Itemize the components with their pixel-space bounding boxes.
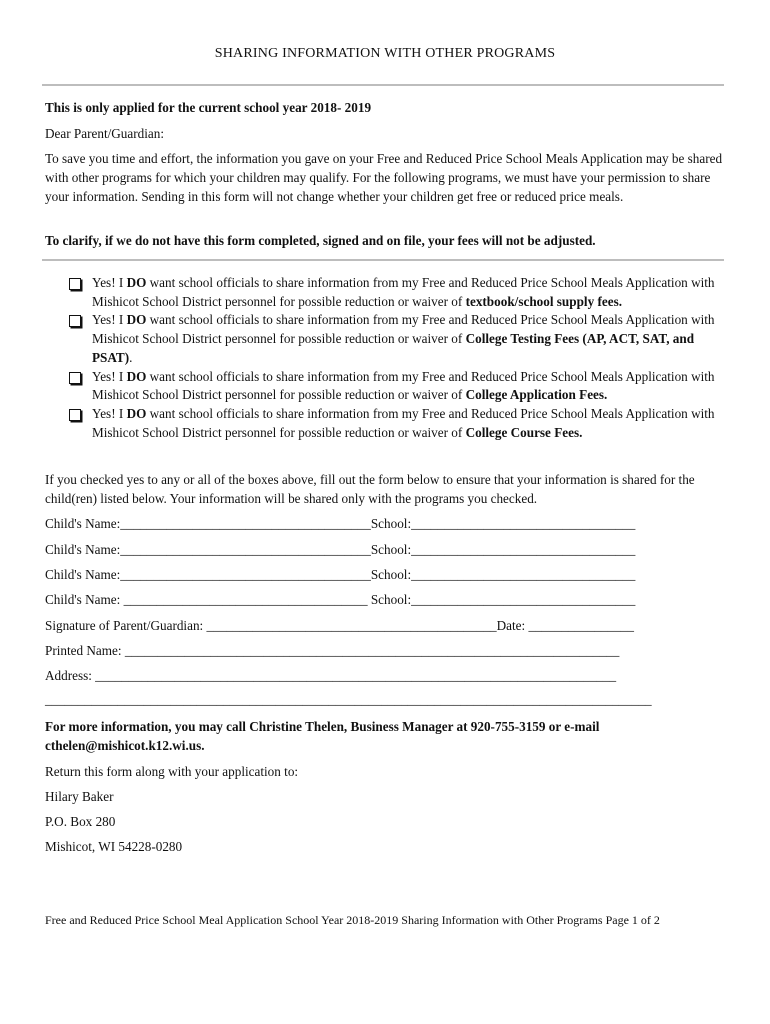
- return-address-city: Mishicot, WI 54228-0280: [45, 839, 183, 854]
- clarify-notice: To clarify, if we do not have this form completed, signed and on file, your fees will not be adjusted.: [45, 233, 596, 248]
- middle-divider: [42, 259, 724, 261]
- consent-checkbox-list: [66, 274, 726, 442]
- consent-option-supply-fees: [66, 274, 726, 311]
- address-field[interactable]: Address: _______________________________________________________________________________: [45, 668, 617, 683]
- return-address-name: Hilary Baker: [45, 789, 114, 804]
- checkbox-testing-fees[interactable]: [69, 315, 81, 327]
- intro-paragraph: To save you time and effort, the information you gave on your Free and Reduced Price School Meals Application may be shared with other programs for which your children may qualify. For the following programs, we must have your permission to share your information. Sending in this form will not change whether your children get free or reduced price meals.: [45, 151, 723, 204]
- consent-option-testing-fees: [66, 311, 726, 367]
- page-footer: Free and Reduced Price School Meal Application School Year 2018-2019 Sharing Information with Other Programs Page 1 of 2: [45, 913, 660, 927]
- school-year-notice: This is only applied for the current school year 2018- 2019: [45, 100, 372, 115]
- consent-text: Yes! I DO want school officials to share information from my Free and Reduced Price School Meals Application with Mishicot School District personnel for possible reduction or waiver of College Application Fees.: [92, 368, 715, 403]
- consent-text: Yes! I DO want school officials to share information from my Free and Reduced Price School Meals Application with Mishicot School District personnel for possible reduction or waiver of textbook/school supply fees.: [92, 275, 715, 309]
- printed-name-field[interactable]: Printed Name: ___________________________________________________________________________: [45, 643, 620, 658]
- consent-text: Yes! I DO want school officials to share information from my Free and Reduced Price School Meals Application with Mishicot School District personnel for possible reduction or waiver of College Course Fees.: [92, 405, 715, 440]
- consent-option-application-fees: [66, 368, 726, 405]
- page-title: SHARING INFORMATION WITH OTHER PROGRAMS: [214, 46, 556, 61]
- top-divider: [42, 84, 724, 86]
- salutation: Dear Parent/Guardian:: [45, 126, 165, 141]
- return-instructions: Return this form along with your application to:: [45, 764, 299, 779]
- instructions-paragraph: If you checked yes to any or all of the boxes above, fill out the form below to ensure that your information is shared for the child(ren) listed below. Your information will be shared only with the programs you checked.: [45, 472, 695, 506]
- return-address-box: P.O. Box 280: [45, 814, 116, 829]
- consent-option-course-fees: [66, 405, 726, 442]
- contact-info: For more information, you may call Christine Thelen, Business Manager at 920-755-3159 or e-mail cthelen@mishicot.k12.wi.us.: [45, 719, 600, 753]
- checkbox-application-fees[interactable]: [69, 372, 81, 384]
- child-name-school-field-1[interactable]: Child's Name:______________________________________School:__________________________________: [45, 516, 636, 531]
- address-field-continued[interactable]: ____________________________________________________________________________________________: [45, 692, 652, 707]
- signature-date-field[interactable]: Signature of Parent/Guardian: ____________________________________________Date: ________________: [45, 618, 634, 633]
- child-name-school-field-3[interactable]: Child's Name:______________________________________School:__________________________________: [45, 567, 636, 582]
- consent-text: Yes! I DO want school officials to share information from my Free and Reduced Price School Meals Application with Mishicot School District personnel for possible reduction or waiver of College Testing Fees (AP, ACT, SAT, and PSAT).: [92, 312, 715, 365]
- checkbox-supply-fees[interactable]: [69, 278, 81, 290]
- checkbox-course-fees[interactable]: [69, 409, 81, 421]
- child-name-school-field-2[interactable]: Child's Name:______________________________________School:__________________________________: [45, 542, 636, 557]
- child-name-school-field-4[interactable]: Child's Name: _____________________________________ School:__________________________________: [45, 592, 636, 607]
